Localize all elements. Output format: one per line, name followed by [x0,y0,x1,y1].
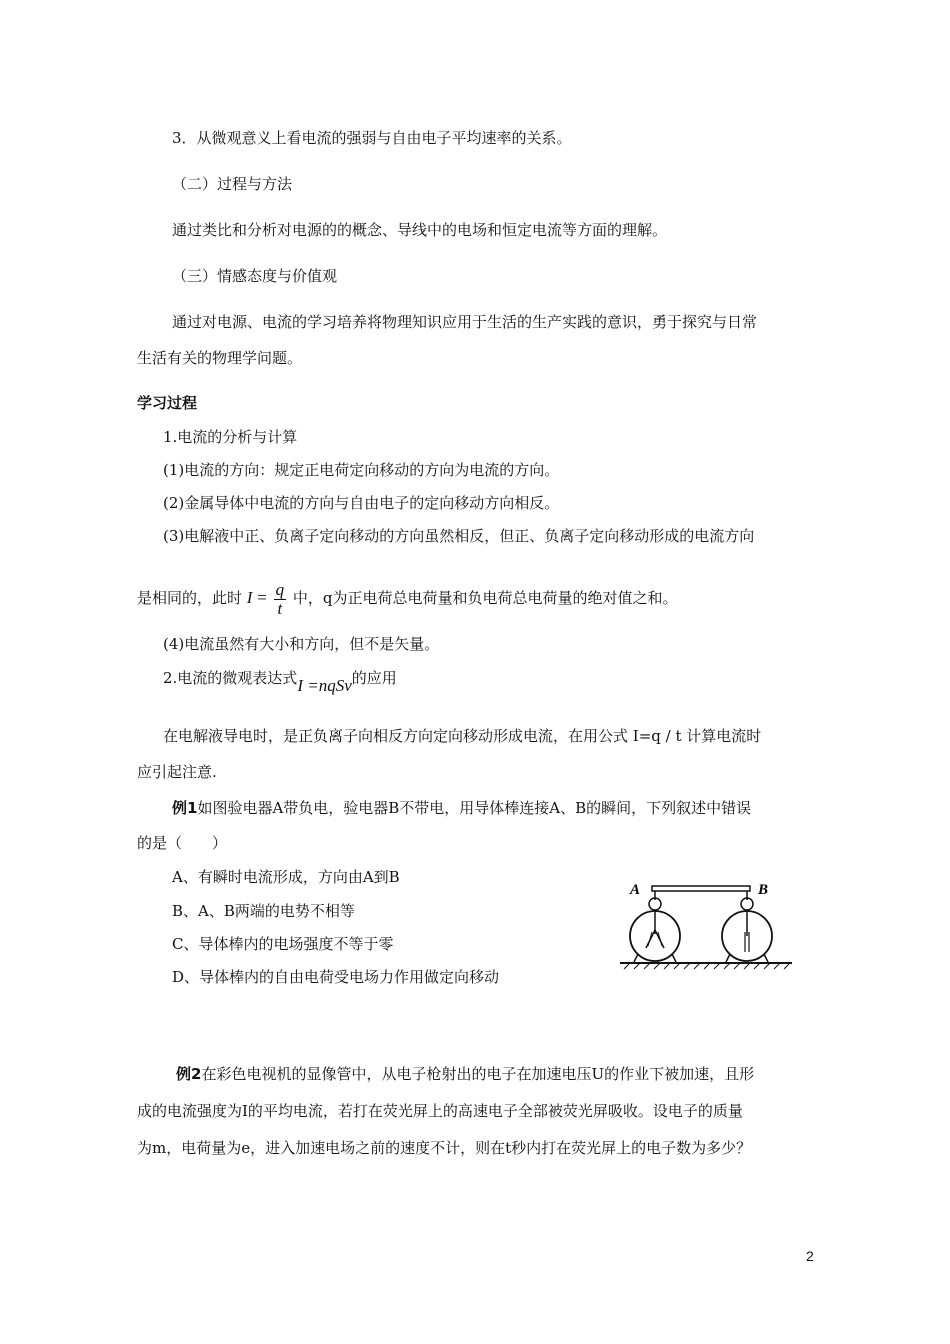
figure-label-a: A [630,882,641,898]
process-text: 通过类比和分析对电源的的概念、导线中的电场和恒定电流等方面的理解。 [172,221,668,239]
paragraph-4: (4)电流虽然有大小和方向，但不是矢量。 [163,635,440,653]
paragraph-3-suffix: 中，q为正电荷总电荷量和负电荷总电荷量的绝对值之和。 [292,589,678,607]
example-1-label: 例1 [172,799,198,817]
learning-heading: 学习过程 [137,394,198,412]
paragraph-3: (3)电解液中正、负离子定向移动的方向虽然相反，但正、负离子定向移动形成的电流方向 [163,527,755,545]
electroscope-b [722,898,772,962]
example-1-stem-line-1 [172,798,751,818]
figure-label-b: B [758,882,769,898]
paragraph-3-formula-line [137,576,678,620]
example-2-line-2: 成的电流强度为I的平均电流，若打在荧光屏上的高速电子全部被荧光屏吸收。设电子的质量 [137,1102,743,1120]
example-1-option-c: C、导体棒内的电场强度不等于零 [172,935,394,953]
example-1-stem-line-2: 的是（ ） [137,834,228,852]
note-line-2: 应引起注意. [137,763,217,781]
paragraph-2: (2)金属导体中电流的方向与自由电子的定向移动方向相反。 [163,494,560,512]
attitude-text-line-2: 生活有关的物理学问题。 [137,349,303,367]
section-1-title: 1.电流的分析与计算 [163,428,298,446]
section-2-formula: I =nqSv [297,676,352,695]
example-2-label: 例2 [176,1065,202,1083]
example-1-option-a: A、有瞬时电流形成，方向由A到B [172,868,400,886]
formula-denominator: t [277,598,283,618]
section-2-title: 2.电流的微观表达式 [163,669,298,687]
example-1-option-b: B、A、B两端的电势不相等 [172,902,355,920]
paragraph-1: (1)电流的方向：规定正电荷定向移动的方向为电流的方向。 [163,461,560,479]
formula-numerator: q [275,579,285,599]
paragraph-3-prefix: 是相同的，此时 [137,589,243,607]
section-2-suffix: 的应用 [351,669,397,687]
example-2-line-1 [176,1064,754,1084]
example-2-text: 在彩色电视机的显像管中，从电子枪射出的电子在加速电压U的作业下被加速，且形 [201,1065,755,1083]
objective-item-3: 3．从微观意义上看电流的强弱与自由电子平均速率的关系。 [172,129,572,147]
conductor-rod [652,886,750,891]
example-2-line-3: 为m，电荷量为e，进入加速电场之前的速度不计，则在t秒内打在荧光屏上的电子数为多少？ [137,1139,752,1157]
process-heading: （二）过程与方法 [172,175,293,193]
page-number: 2 [806,1248,814,1264]
formula-current-symbol: I [246,588,253,607]
formula-fraction [274,581,287,618]
example-1-stem-text: 如图验电器A带负电，验电器B不带电，用导体棒连接A、B的瞬间，下列叙述中错误 [197,799,752,817]
section-2-title-line [163,668,397,695]
electroscope-figure [596,874,796,970]
attitude-heading: （三）情感态度与价值观 [172,267,338,285]
formula-equals: = [257,588,267,607]
example-1-option-d: D、导体棒内的自由电荷受电场力作用做定向移动 [172,968,500,986]
electroscope-a [630,898,680,962]
attitude-text-line-1: 通过对电源、电流的学习培养将物理知识应用于生活的生产实践的意识，勇于探究与日常 [172,313,758,331]
note-line-1: 在电解液导电时，是正负离子向相反方向定向移动形成电流，在用公式 I=q / t 计算电流时 [163,727,762,745]
